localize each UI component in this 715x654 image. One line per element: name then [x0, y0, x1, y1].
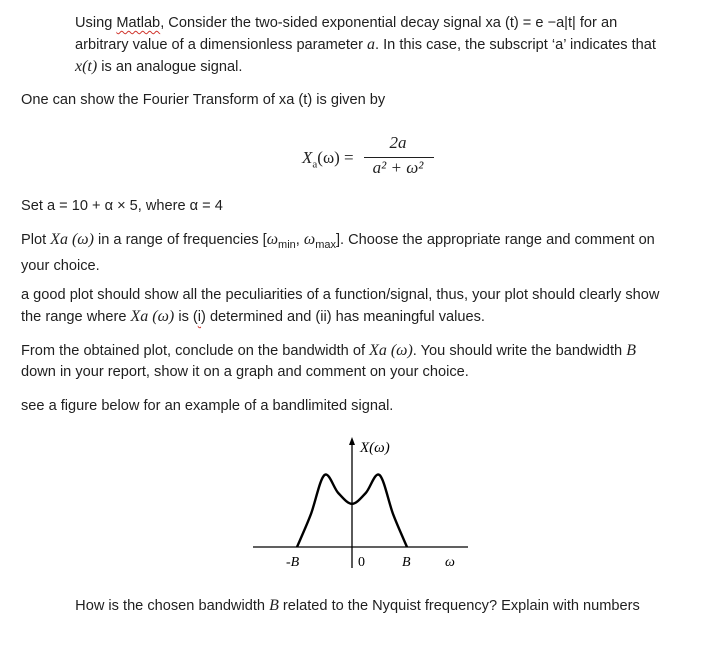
intro-text: arbitrary value of a dimensionless parameter [75, 37, 368, 53]
see-figure-line: see a figure below for an example of a bandlimited signal. [21, 398, 394, 414]
y-axis-label: X(ω) [360, 440, 390, 456]
intro-text: . In this case, the subscript ‘a’ indicates that [375, 37, 656, 53]
formula-lhs: $X_a(\omega)$ = [302, 148, 354, 171]
question-caption: How is the chosen bandwidth B related to the Nyquist frequency? Explain with numbers [75, 597, 640, 614]
y-axis-arrow-icon [349, 437, 355, 445]
param-symbol: a [367, 36, 376, 53]
good-plot-paragraph: a good plot should show all the peculiarities of a function/signal, thus, your plot should clearly show the range where Xa (ω) is (i) determined and (ii) has meaningful values. [21, 287, 660, 325]
set-parameter-line: Set a = 10 + α × 5, where α = 4 [21, 198, 223, 214]
spellcheck-word[interactable]: Matlab [116, 15, 161, 31]
ft-statement: One can show the Fourier Transform of xa (t) is given by [21, 92, 386, 108]
tick-label-zero: 0 [358, 555, 365, 570]
spellcheck-word[interactable]: i [197, 309, 202, 325]
intro-text: , Consider the two-sided exponential decay signal xa (t) = e −a|t| for an [160, 15, 618, 31]
intro-text: Using [75, 15, 117, 31]
bandwidth-paragraph: From the obtained plot, conclude on the bandwidth of Xa (ω). You should write the bandwidth B down in your report, show it on a graph and comment on your choice. [21, 342, 636, 380]
plot-instruction: Plot Xa (ω) in a range of frequencies [$\omega_{min}$, $\omega_{max}$]. Choose the appropriate range and comment on your choice. [21, 231, 655, 274]
signal-symbol: x(t) [75, 58, 98, 75]
tick-label-b: B [402, 555, 411, 570]
tick-label-neg-b: -B [286, 555, 300, 570]
intro-text: is an analogue signal. [97, 59, 243, 75]
formula-numerator: 2a [389, 133, 407, 152]
formula-denominator: a² + ω² [372, 158, 424, 177]
x-axis-label-omega: ω [445, 555, 455, 570]
